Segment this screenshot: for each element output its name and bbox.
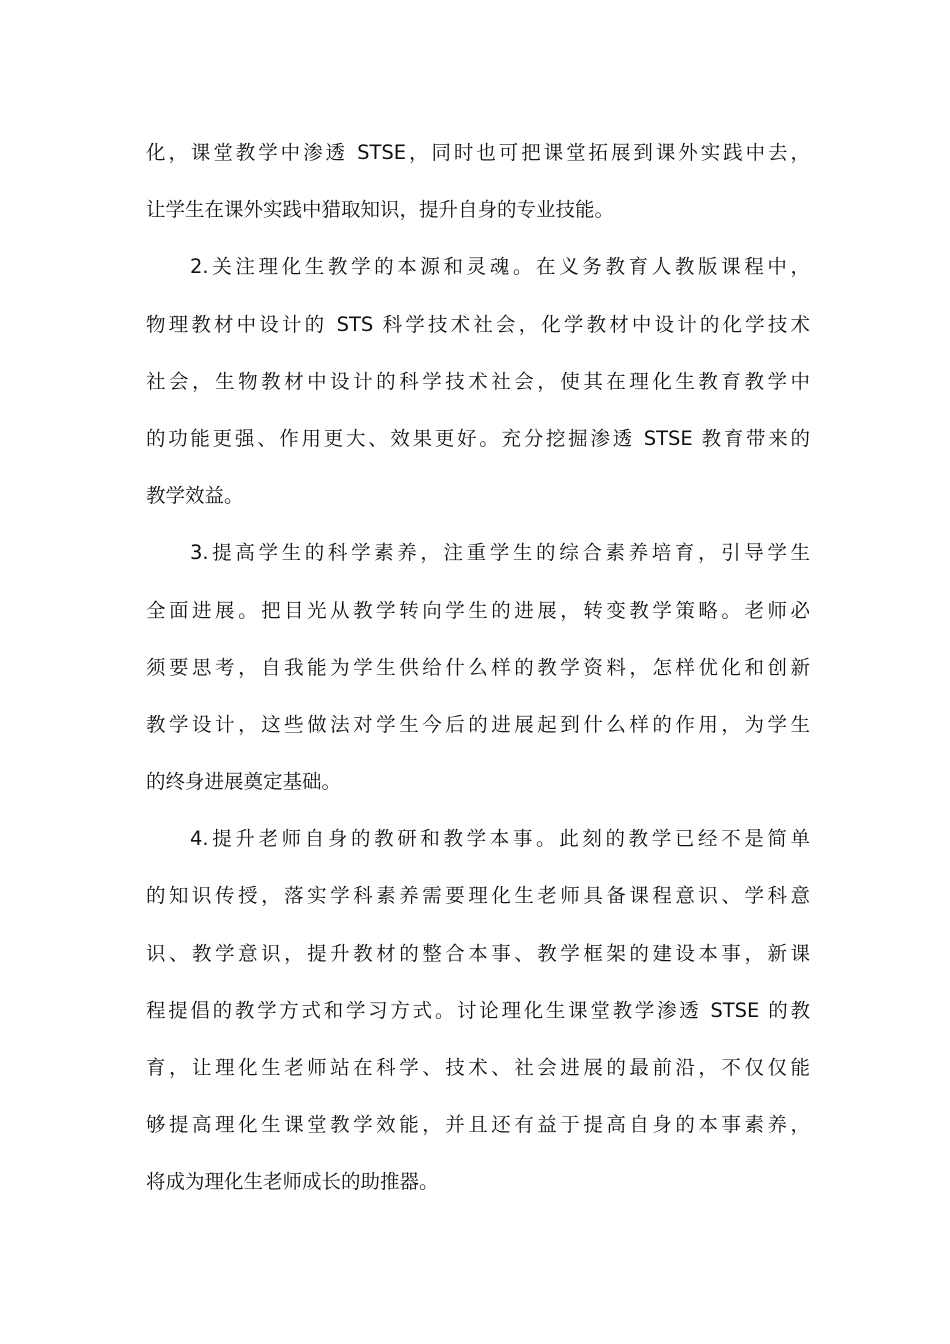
text-line: 的终身进展奠定基础。 xyxy=(146,770,342,794)
paragraph-1 xyxy=(146,124,810,238)
paragraph-4 xyxy=(146,810,810,1210)
paragraph-3 xyxy=(146,524,810,810)
text-line: 程提倡的教学方式和学习方式。讨论理化生课堂教学渗透 STSE 的教 xyxy=(146,998,810,1022)
text-line: 须要思考，自我能为学生供给什么样的教学资料，怎样优化和创新 xyxy=(146,655,810,679)
text-line: 3.提高学生的科学素养，注重学生的综合素养培育，引导学生 xyxy=(190,541,810,565)
text-line: 识、教学意识，提升教材的整合本事、教学框架的建设本事，新课 xyxy=(146,941,810,965)
text-line: 让学生在课外实践中猎取知识，提升自身的专业技能。 xyxy=(146,198,615,222)
text-line: 全面进展。把目光从教学转向学生的进展，转变教学策略。老师必 xyxy=(146,598,810,622)
text-line: 够提高理化生课堂教学效能，并且还有益于提高自身的本事素养， xyxy=(146,1113,810,1137)
paragraph-2 xyxy=(146,238,810,524)
text-line: 的功能更强、作用更大、效果更好。充分挖掘渗透 STSE 教育带来的 xyxy=(146,426,810,450)
body-text xyxy=(146,124,810,1211)
text-line: 教学设计，这些做法对学生今后的进展起到什么样的作用，为学生 xyxy=(146,712,810,736)
text-line: 化，课堂教学中渗透 STSE，同时也可把课堂拓展到课外实践中去， xyxy=(146,141,810,164)
text-line: 将成为理化生老师成长的助推器。 xyxy=(146,1170,439,1194)
text-line: 育，让理化生老师站在科学、技术、社会进展的最前沿，不仅仅能 xyxy=(146,1056,810,1079)
text-line: 的知识传授，落实学科素养需要理化生老师具备课程意识、学科意 xyxy=(146,884,810,908)
text-line: 教学效益。 xyxy=(146,484,244,508)
text-line: 社会，生物教材中设计的科学技术社会，使其在理化生教育教学中 xyxy=(146,369,810,393)
text-line: 2.关注理化生教学的本源和灵魂。在义务教育人教版课程中， xyxy=(190,255,810,279)
text-line: 物理教材中设计的 STS 科学技术社会，化学教材中设计的化学技术 xyxy=(146,312,810,336)
text-line: 4.提升老师自身的教研和教学本事。此刻的教学已经不是简单 xyxy=(190,827,810,851)
